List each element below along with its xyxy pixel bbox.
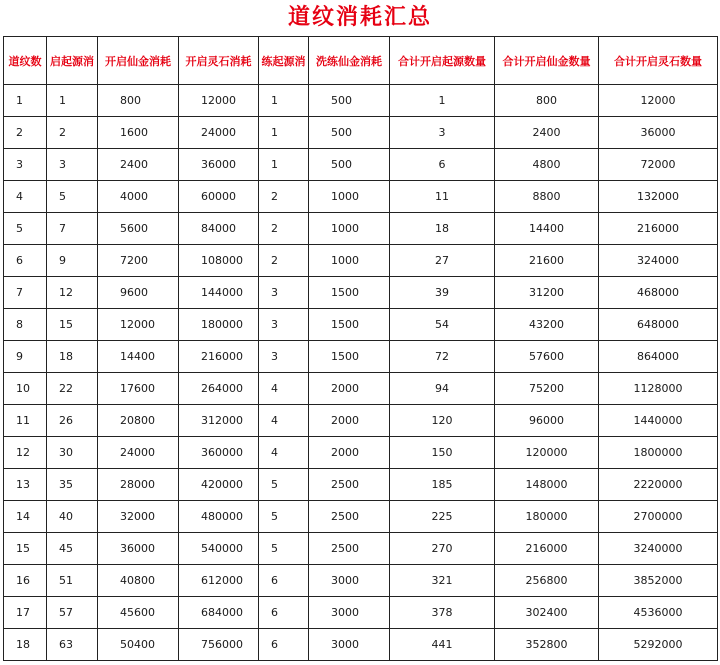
table-cell[interactable]: 12000	[599, 85, 718, 117]
table-cell[interactable]: 302400	[495, 597, 599, 629]
table-cell[interactable]: 324000	[599, 245, 718, 277]
table-cell[interactable]: 312000	[179, 405, 259, 437]
column-header[interactable]: 洗练仙金消耗	[309, 37, 390, 85]
table-cell[interactable]: 5	[4, 213, 47, 245]
table-cell[interactable]: 1500	[309, 277, 390, 309]
table-cell[interactable]: 9	[47, 245, 98, 277]
table-cell[interactable]: 2700000	[599, 501, 718, 533]
table-cell[interactable]: 14	[4, 501, 47, 533]
table-cell[interactable]: 2000	[309, 405, 390, 437]
table-cell[interactable]: 4	[259, 437, 309, 469]
table-cell[interactable]: 12000	[98, 309, 179, 341]
table-cell[interactable]: 1	[259, 117, 309, 149]
table-cell[interactable]: 45600	[98, 597, 179, 629]
table-cell[interactable]: 2	[259, 245, 309, 277]
table-cell[interactable]: 2500	[309, 533, 390, 565]
table-cell[interactable]: 7200	[98, 245, 179, 277]
table-cell[interactable]: 40800	[98, 565, 179, 597]
table-cell[interactable]: 612000	[179, 565, 259, 597]
table-cell[interactable]: 1	[259, 149, 309, 181]
table-cell[interactable]: 3	[47, 149, 98, 181]
table-cell[interactable]: 26	[47, 405, 98, 437]
column-header[interactable]: 合计开启灵石数量	[599, 37, 718, 85]
table-cell[interactable]: 6	[259, 597, 309, 629]
table-cell[interactable]: 18	[47, 341, 98, 373]
table-cell[interactable]: 50400	[98, 629, 179, 661]
table-cell[interactable]: 6	[259, 565, 309, 597]
table-row	[4, 245, 718, 277]
table-cell[interactable]: 4	[259, 405, 309, 437]
table-cell[interactable]: 185	[390, 469, 495, 501]
table-row	[4, 149, 718, 181]
table-cell[interactable]: 480000	[179, 501, 259, 533]
cost-table	[3, 36, 718, 661]
table-row	[4, 533, 718, 565]
table-row	[4, 373, 718, 405]
table-cell[interactable]: 51	[47, 565, 98, 597]
table-cell[interactable]: 4800	[495, 149, 599, 181]
table-cell[interactable]: 24000	[179, 117, 259, 149]
table-cell[interactable]: 27	[390, 245, 495, 277]
table-cell[interactable]: 216000	[179, 341, 259, 373]
table-row	[4, 405, 718, 437]
table-cell[interactable]: 2000	[309, 437, 390, 469]
table-cell[interactable]: 1	[390, 85, 495, 117]
table-cell[interactable]: 12	[47, 277, 98, 309]
table-cell[interactable]: 15	[47, 309, 98, 341]
table-cell[interactable]: 7	[4, 277, 47, 309]
table-cell[interactable]: 22	[47, 373, 98, 405]
table-row	[4, 181, 718, 213]
table-cell[interactable]: 1800000	[599, 437, 718, 469]
table-cell[interactable]: 3000	[309, 597, 390, 629]
table-cell[interactable]: 4	[4, 181, 47, 213]
table-cell[interactable]: 39	[390, 277, 495, 309]
table-cell[interactable]: 540000	[179, 533, 259, 565]
table-cell[interactable]: 800	[495, 85, 599, 117]
table-cell[interactable]: 108000	[179, 245, 259, 277]
table-cell[interactable]: 45	[47, 533, 98, 565]
table-cell[interactable]: 3240000	[599, 533, 718, 565]
table-cell[interactable]: 180000	[495, 501, 599, 533]
table-cell[interactable]: 54	[390, 309, 495, 341]
table-cell[interactable]: 321	[390, 565, 495, 597]
table-row	[4, 501, 718, 533]
table-cell[interactable]: 5	[259, 469, 309, 501]
table-cell[interactable]: 35	[47, 469, 98, 501]
table-row	[4, 341, 718, 373]
table-cell[interactable]: 5600	[98, 213, 179, 245]
table-cell[interactable]: 2500	[309, 469, 390, 501]
table-cell[interactable]: 10	[4, 373, 47, 405]
table-cell[interactable]: 60000	[179, 181, 259, 213]
table-cell[interactable]: 3	[259, 277, 309, 309]
table-cell[interactable]: 180000	[179, 309, 259, 341]
table-cell[interactable]: 1000	[309, 213, 390, 245]
table-cell[interactable]: 864000	[599, 341, 718, 373]
table-row	[4, 565, 718, 597]
table-cell[interactable]: 18	[390, 213, 495, 245]
table-cell[interactable]: 4	[259, 373, 309, 405]
table-cell[interactable]: 57600	[495, 341, 599, 373]
table-cell[interactable]: 84000	[179, 213, 259, 245]
table-cell[interactable]: 2	[259, 213, 309, 245]
table-cell[interactable]: 3	[390, 117, 495, 149]
table-cell[interactable]: 11	[4, 405, 47, 437]
table-cell[interactable]: 6	[4, 245, 47, 277]
table-cell[interactable]: 3000	[309, 565, 390, 597]
table-cell[interactable]: 148000	[495, 469, 599, 501]
table-cell[interactable]: 36000	[98, 533, 179, 565]
column-header[interactable]: 开启灵石消耗	[179, 37, 259, 85]
table-cell[interactable]: 36000	[599, 117, 718, 149]
table-cell[interactable]: 75200	[495, 373, 599, 405]
table-cell[interactable]: 2	[4, 117, 47, 149]
column-header[interactable]: 练起源消	[259, 37, 309, 85]
table-cell[interactable]: 28000	[98, 469, 179, 501]
table-cell[interactable]: 40	[47, 501, 98, 533]
table-cell[interactable]: 1500	[309, 341, 390, 373]
table-cell[interactable]: 32000	[98, 501, 179, 533]
table-cell[interactable]: 1500	[309, 309, 390, 341]
table-cell[interactable]: 1600	[98, 117, 179, 149]
table-cell[interactable]: 5	[47, 181, 98, 213]
table-cell[interactable]: 13	[4, 469, 47, 501]
table-cell[interactable]: 3	[259, 341, 309, 373]
column-header[interactable]: 合计开启仙金数量	[495, 37, 599, 85]
column-header[interactable]: 道纹数	[4, 37, 47, 85]
table-cell[interactable]: 36000	[179, 149, 259, 181]
table-cell[interactable]: 96000	[495, 405, 599, 437]
table-cell[interactable]: 800	[98, 85, 179, 117]
table-cell[interactable]: 11	[390, 181, 495, 213]
table-cell[interactable]: 120	[390, 405, 495, 437]
table-cell[interactable]: 500	[309, 117, 390, 149]
table-cell[interactable]: 4000	[98, 181, 179, 213]
table-cell[interactable]: 216000	[599, 213, 718, 245]
table-cell[interactable]: 264000	[179, 373, 259, 405]
table-header-row	[4, 37, 718, 85]
table-cell[interactable]: 24000	[98, 437, 179, 469]
table-cell[interactable]: 17	[4, 597, 47, 629]
table-cell[interactable]: 3	[259, 309, 309, 341]
table-cell[interactable]: 3000	[309, 629, 390, 661]
table-cell[interactable]: 94	[390, 373, 495, 405]
table-cell[interactable]: 18	[4, 629, 47, 661]
table-row	[4, 469, 718, 501]
table-cell[interactable]: 9600	[98, 277, 179, 309]
table-cell[interactable]: 120000	[495, 437, 599, 469]
table-row	[4, 437, 718, 469]
table-cell[interactable]: 3852000	[599, 565, 718, 597]
table-cell[interactable]: 43200	[495, 309, 599, 341]
table-row	[4, 85, 718, 117]
table-cell[interactable]: 378	[390, 597, 495, 629]
table-cell[interactable]: 7	[47, 213, 98, 245]
table-cell[interactable]: 5292000	[599, 629, 718, 661]
table-cell[interactable]: 500	[309, 149, 390, 181]
table-row	[4, 213, 718, 245]
table-cell[interactable]: 20800	[98, 405, 179, 437]
table-cell[interactable]: 500	[309, 85, 390, 117]
table-cell[interactable]: 150	[390, 437, 495, 469]
table-cell[interactable]: 15	[4, 533, 47, 565]
table-cell[interactable]: 2000	[309, 373, 390, 405]
table-cell[interactable]: 352800	[495, 629, 599, 661]
table-cell[interactable]: 132000	[599, 181, 718, 213]
table-cell[interactable]: 684000	[179, 597, 259, 629]
table-cell[interactable]: 30	[47, 437, 98, 469]
table-cell[interactable]: 2	[47, 117, 98, 149]
table-cell[interactable]: 14400	[98, 341, 179, 373]
table-cell[interactable]: 2	[259, 181, 309, 213]
table-row	[4, 117, 718, 149]
table-cell[interactable]: 6	[259, 629, 309, 661]
table-cell[interactable]: 3	[4, 149, 47, 181]
page-title: 道纹消耗汇总	[287, 5, 432, 30]
table-body	[4, 85, 718, 661]
table-cell[interactable]: 360000	[179, 437, 259, 469]
column-header[interactable]: 合计开启起源数量	[390, 37, 495, 85]
table-row	[4, 597, 718, 629]
table-row	[4, 277, 718, 309]
table-cell[interactable]: 6	[390, 149, 495, 181]
table-cell[interactable]: 1	[4, 85, 47, 117]
table-row	[4, 309, 718, 341]
table-cell[interactable]: 256800	[495, 565, 599, 597]
table-cell[interactable]: 1000	[309, 245, 390, 277]
table-cell[interactable]: 2400	[495, 117, 599, 149]
table-cell[interactable]: 756000	[179, 629, 259, 661]
table-cell[interactable]: 21600	[495, 245, 599, 277]
table-cell[interactable]: 12000	[179, 85, 259, 117]
table-cell[interactable]: 5	[259, 533, 309, 565]
table-cell[interactable]: 225	[390, 501, 495, 533]
table-cell[interactable]: 1000	[309, 181, 390, 213]
column-header[interactable]: 开启仙金消耗	[98, 37, 179, 85]
table-cell[interactable]: 1	[259, 85, 309, 117]
table-cell[interactable]: 2400	[98, 149, 179, 181]
table-cell[interactable]: 1440000	[599, 405, 718, 437]
table-row	[4, 629, 718, 661]
table-cell[interactable]: 468000	[599, 277, 718, 309]
table-cell[interactable]: 9	[4, 341, 47, 373]
table-cell[interactable]: 31200	[495, 277, 599, 309]
table-cell[interactable]: 144000	[179, 277, 259, 309]
table-cell[interactable]: 72000	[599, 149, 718, 181]
table-cell[interactable]: 8800	[495, 181, 599, 213]
table-cell[interactable]: 420000	[179, 469, 259, 501]
table-cell[interactable]: 57	[47, 597, 98, 629]
table-cell[interactable]: 17600	[98, 373, 179, 405]
table-cell[interactable]: 1128000	[599, 373, 718, 405]
table-cell[interactable]: 14400	[495, 213, 599, 245]
table-cell[interactable]: 1	[47, 85, 98, 117]
table-cell[interactable]: 12	[4, 437, 47, 469]
table-cell[interactable]: 2220000	[599, 469, 718, 501]
column-header[interactable]: 启起源消	[47, 37, 98, 85]
table-cell[interactable]: 72	[390, 341, 495, 373]
table-cell[interactable]: 16	[4, 565, 47, 597]
table-cell[interactable]: 648000	[599, 309, 718, 341]
table-cell[interactable]: 2500	[309, 501, 390, 533]
table-cell[interactable]: 270	[390, 533, 495, 565]
table-cell[interactable]: 4536000	[599, 597, 718, 629]
table-cell[interactable]: 5	[259, 501, 309, 533]
table-cell[interactable]: 216000	[495, 533, 599, 565]
table-cell[interactable]: 63	[47, 629, 98, 661]
table-cell[interactable]: 441	[390, 629, 495, 661]
table-cell[interactable]: 8	[4, 309, 47, 341]
